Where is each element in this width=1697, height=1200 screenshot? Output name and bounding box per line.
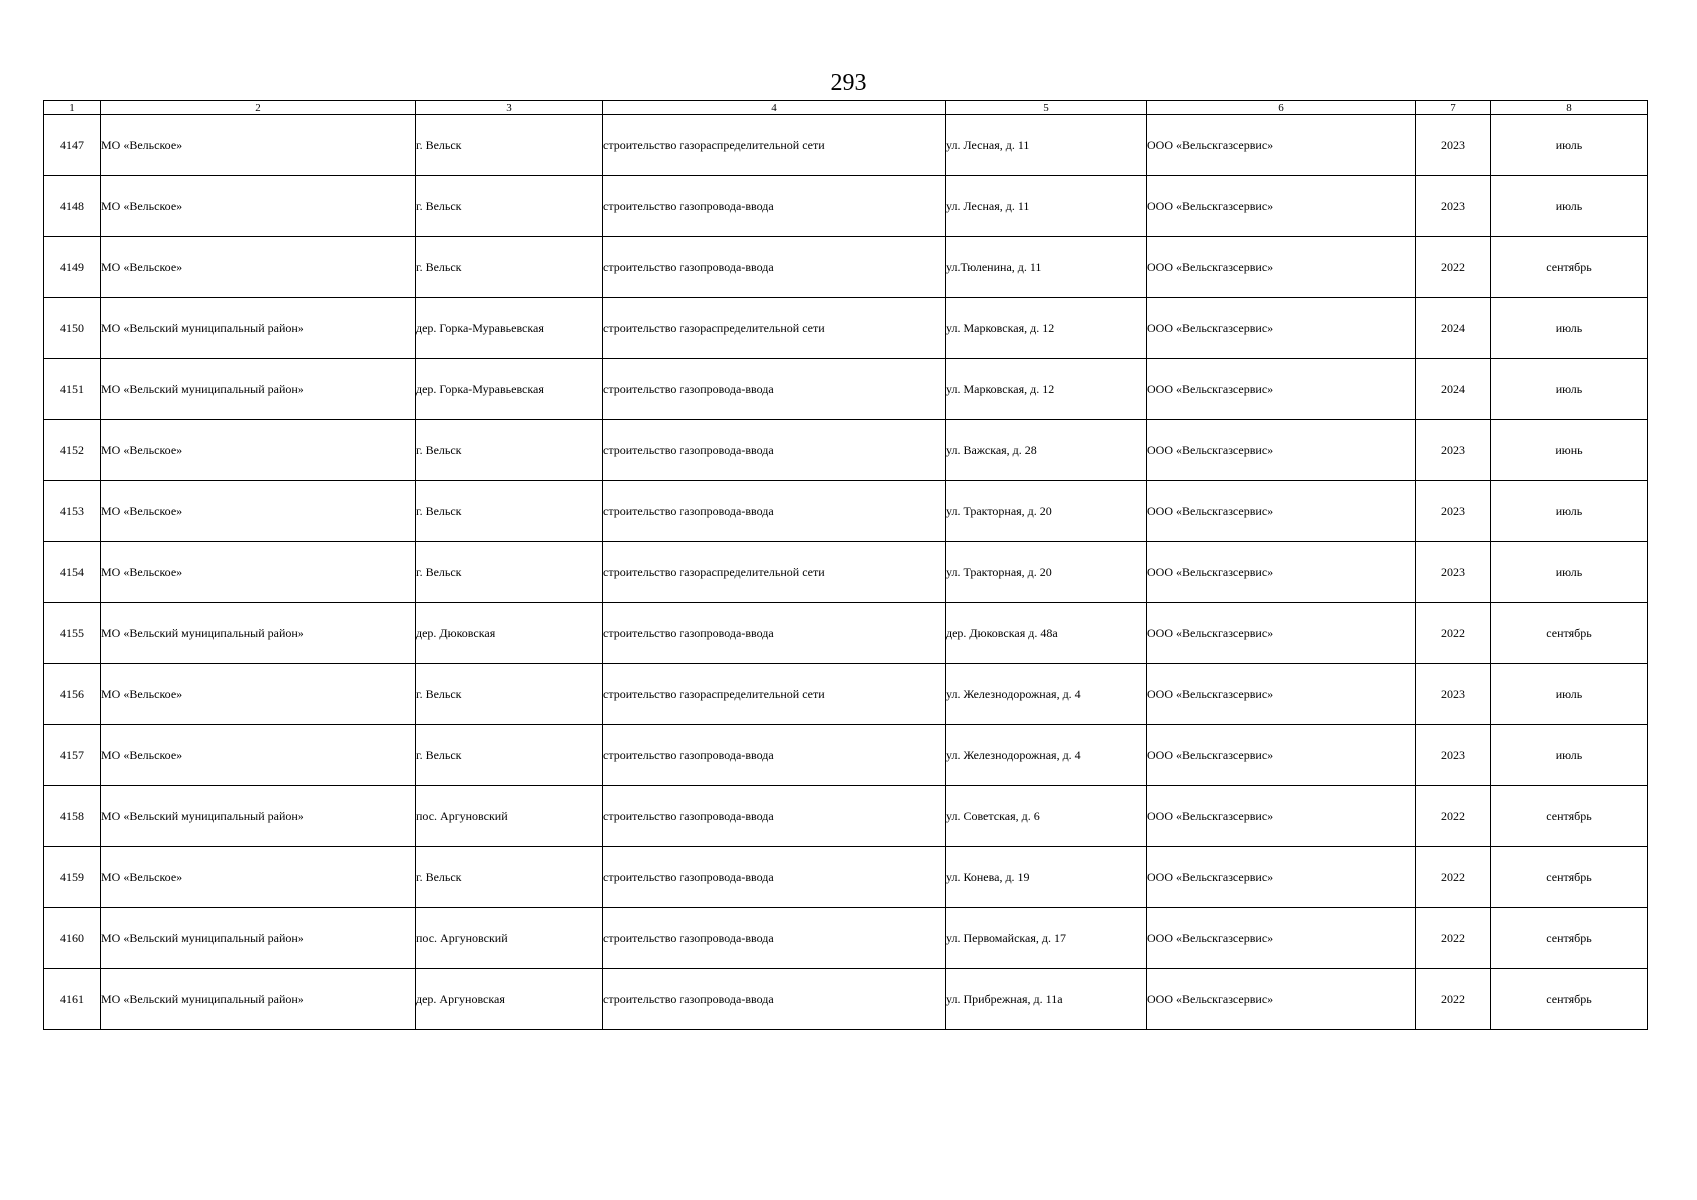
month-cell: июль	[1491, 298, 1648, 359]
municipality-cell: МО «Вельское»	[101, 237, 416, 298]
organization-cell: ООО «Вельскгазсервис»	[1147, 176, 1416, 237]
settlement-cell: г. Вельск	[416, 664, 603, 725]
column-header: 7	[1416, 101, 1491, 115]
page-number: 293	[830, 70, 867, 96]
municipality-cell: МО «Вельское»	[101, 481, 416, 542]
row-number-cell: 4153	[44, 481, 101, 542]
municipality-cell: МО «Вельское»	[101, 115, 416, 176]
year-cell: 2023	[1416, 725, 1491, 786]
table-row	[44, 908, 1648, 969]
month-cell: июль	[1491, 359, 1648, 420]
year-cell: 2024	[1416, 298, 1491, 359]
organization-cell: ООО «Вельскгазсервис»	[1147, 908, 1416, 969]
table-row	[44, 786, 1648, 847]
header-row	[44, 101, 1648, 115]
table-row	[44, 298, 1648, 359]
row-number-cell: 4151	[44, 359, 101, 420]
organization-cell: ООО «Вельскгазсервис»	[1147, 237, 1416, 298]
work-type-cell: строительство газопровода-ввода	[603, 847, 946, 908]
row-number-cell: 4148	[44, 176, 101, 237]
organization-cell: ООО «Вельскгазсервис»	[1147, 786, 1416, 847]
work-type-cell: строительство газопровода-ввода	[603, 603, 946, 664]
column-header: 8	[1491, 101, 1648, 115]
year-cell: 2022	[1416, 786, 1491, 847]
municipality-cell: МО «Вельский муниципальный район»	[101, 786, 416, 847]
month-cell: июль	[1491, 725, 1648, 786]
month-cell: сентябрь	[1491, 237, 1648, 298]
table-row	[44, 359, 1648, 420]
settlement-cell: г. Вельск	[416, 115, 603, 176]
work-type-cell: строительство газораспределительной сети	[603, 298, 946, 359]
year-cell: 2023	[1416, 420, 1491, 481]
settlement-cell: г. Вельск	[416, 542, 603, 603]
municipality-cell: МО «Вельское»	[101, 847, 416, 908]
settlement-cell: пос. Аргуновский	[416, 908, 603, 969]
row-number-cell: 4147	[44, 115, 101, 176]
row-number-cell: 4149	[44, 237, 101, 298]
column-header: 4	[603, 101, 946, 115]
organization-cell: ООО «Вельскгазсервис»	[1147, 603, 1416, 664]
month-cell: июль	[1491, 176, 1648, 237]
organization-cell: ООО «Вельскгазсервис»	[1147, 298, 1416, 359]
table-row	[44, 664, 1648, 725]
work-type-cell: строительство газопровода-ввода	[603, 359, 946, 420]
year-cell: 2022	[1416, 603, 1491, 664]
municipality-cell: МО «Вельский муниципальный район»	[101, 969, 416, 1030]
settlement-cell: пос. Аргуновский	[416, 786, 603, 847]
address-cell: ул. Тракторная, д. 20	[946, 542, 1147, 603]
work-type-cell: строительство газораспределительной сети	[603, 115, 946, 176]
municipality-cell: МО «Вельский муниципальный район»	[101, 603, 416, 664]
organization-cell: ООО «Вельскгазсервис»	[1147, 481, 1416, 542]
municipality-cell: МО «Вельское»	[101, 664, 416, 725]
row-number-cell: 4154	[44, 542, 101, 603]
year-cell: 2022	[1416, 908, 1491, 969]
month-cell: июль	[1491, 664, 1648, 725]
address-cell: ул. Конева, д. 19	[946, 847, 1147, 908]
address-cell: ул. Лесная, д. 11	[946, 115, 1147, 176]
organization-cell: ООО «Вельскгазсервис»	[1147, 969, 1416, 1030]
table-row	[44, 237, 1648, 298]
organization-cell: ООО «Вельскгазсервис»	[1147, 847, 1416, 908]
municipality-cell: МО «Вельское»	[101, 542, 416, 603]
row-number-cell: 4159	[44, 847, 101, 908]
organization-cell: ООО «Вельскгазсервис»	[1147, 359, 1416, 420]
month-cell: сентябрь	[1491, 908, 1648, 969]
row-number-cell: 4157	[44, 725, 101, 786]
table-row	[44, 542, 1648, 603]
work-type-cell: строительство газопровода-ввода	[603, 908, 946, 969]
organization-cell: ООО «Вельскгазсервис»	[1147, 115, 1416, 176]
month-cell: сентябрь	[1491, 786, 1648, 847]
column-header: 2	[101, 101, 416, 115]
column-header: 6	[1147, 101, 1416, 115]
year-cell: 2023	[1416, 176, 1491, 237]
month-cell: июль	[1491, 115, 1648, 176]
settlement-cell: дер. Дюковская	[416, 603, 603, 664]
year-cell: 2023	[1416, 664, 1491, 725]
table-row	[44, 969, 1648, 1030]
table-row	[44, 847, 1648, 908]
municipality-cell: МО «Вельский муниципальный район»	[101, 298, 416, 359]
address-cell: ул. Лесная, д. 11	[946, 176, 1147, 237]
table-row	[44, 420, 1648, 481]
column-header: 3	[416, 101, 603, 115]
work-type-cell: строительство газопровода-ввода	[603, 176, 946, 237]
column-header: 1	[44, 101, 101, 115]
work-type-cell: строительство газораспределительной сети	[603, 542, 946, 603]
table-body	[44, 115, 1648, 1030]
year-cell: 2022	[1416, 969, 1491, 1030]
organization-cell: ООО «Вельскгазсервис»	[1147, 420, 1416, 481]
settlement-cell: г. Вельск	[416, 176, 603, 237]
month-cell: сентябрь	[1491, 847, 1648, 908]
table-row	[44, 115, 1648, 176]
municipality-cell: МО «Вельский муниципальный район»	[101, 908, 416, 969]
municipality-cell: МО «Вельский муниципальный район»	[101, 359, 416, 420]
organization-cell: ООО «Вельскгазсервис»	[1147, 664, 1416, 725]
settlement-cell: дер. Горка-Муравьевская	[416, 359, 603, 420]
settlement-cell: г. Вельск	[416, 481, 603, 542]
address-cell: ул.Тюленина, д. 11	[946, 237, 1147, 298]
row-number-cell: 4155	[44, 603, 101, 664]
year-cell: 2024	[1416, 359, 1491, 420]
year-cell: 2023	[1416, 115, 1491, 176]
row-number-cell: 4160	[44, 908, 101, 969]
year-cell: 2023	[1416, 542, 1491, 603]
work-type-cell: строительство газопровода-ввода	[603, 725, 946, 786]
row-number-cell: 4158	[44, 786, 101, 847]
month-cell: июнь	[1491, 420, 1648, 481]
year-cell: 2022	[1416, 847, 1491, 908]
address-cell: ул. Железнодорожная, д. 4	[946, 725, 1147, 786]
table-row	[44, 725, 1648, 786]
address-cell: ул. Первомайская, д. 17	[946, 908, 1147, 969]
month-cell: июль	[1491, 481, 1648, 542]
work-type-cell: строительство газораспределительной сети	[603, 664, 946, 725]
row-number-cell: 4161	[44, 969, 101, 1030]
table-row	[44, 176, 1648, 237]
address-cell: ул. Прибрежная, д. 11а	[946, 969, 1147, 1030]
month-cell: июль	[1491, 542, 1648, 603]
settlement-cell: дер. Горка-Муравьевская	[416, 298, 603, 359]
work-type-cell: строительство газопровода-ввода	[603, 786, 946, 847]
settlement-cell: г. Вельск	[416, 420, 603, 481]
work-type-cell: строительство газопровода-ввода	[603, 420, 946, 481]
municipality-cell: МО «Вельское»	[101, 725, 416, 786]
organization-cell: ООО «Вельскгазсервис»	[1147, 542, 1416, 603]
year-cell: 2023	[1416, 481, 1491, 542]
gasification-table	[43, 100, 1648, 1030]
month-cell: сентябрь	[1491, 603, 1648, 664]
table-row	[44, 603, 1648, 664]
address-cell: ул. Марковская, д. 12	[946, 298, 1147, 359]
work-type-cell: строительство газопровода-ввода	[603, 969, 946, 1030]
address-cell: ул. Тракторная, д. 20	[946, 481, 1147, 542]
year-cell: 2022	[1416, 237, 1491, 298]
settlement-cell: дер. Аргуновская	[416, 969, 603, 1030]
address-cell: дер. Дюковская д. 48а	[946, 603, 1147, 664]
address-cell: ул. Советская, д. 6	[946, 786, 1147, 847]
organization-cell: ООО «Вельскгазсервис»	[1147, 725, 1416, 786]
row-number-cell: 4152	[44, 420, 101, 481]
municipality-cell: МО «Вельское»	[101, 176, 416, 237]
row-number-cell: 4156	[44, 664, 101, 725]
address-cell: ул. Железнодорожная, д. 4	[946, 664, 1147, 725]
month-cell: сентябрь	[1491, 969, 1648, 1030]
row-number-cell: 4150	[44, 298, 101, 359]
table-row	[44, 481, 1648, 542]
settlement-cell: г. Вельск	[416, 847, 603, 908]
address-cell: ул. Марковская, д. 12	[946, 359, 1147, 420]
address-cell: ул. Важская, д. 28	[946, 420, 1147, 481]
column-header: 5	[946, 101, 1147, 115]
table-header	[44, 101, 1648, 115]
work-type-cell: строительство газопровода-ввода	[603, 481, 946, 542]
settlement-cell: г. Вельск	[416, 237, 603, 298]
settlement-cell: г. Вельск	[416, 725, 603, 786]
municipality-cell: МО «Вельское»	[101, 420, 416, 481]
work-type-cell: строительство газопровода-ввода	[603, 237, 946, 298]
